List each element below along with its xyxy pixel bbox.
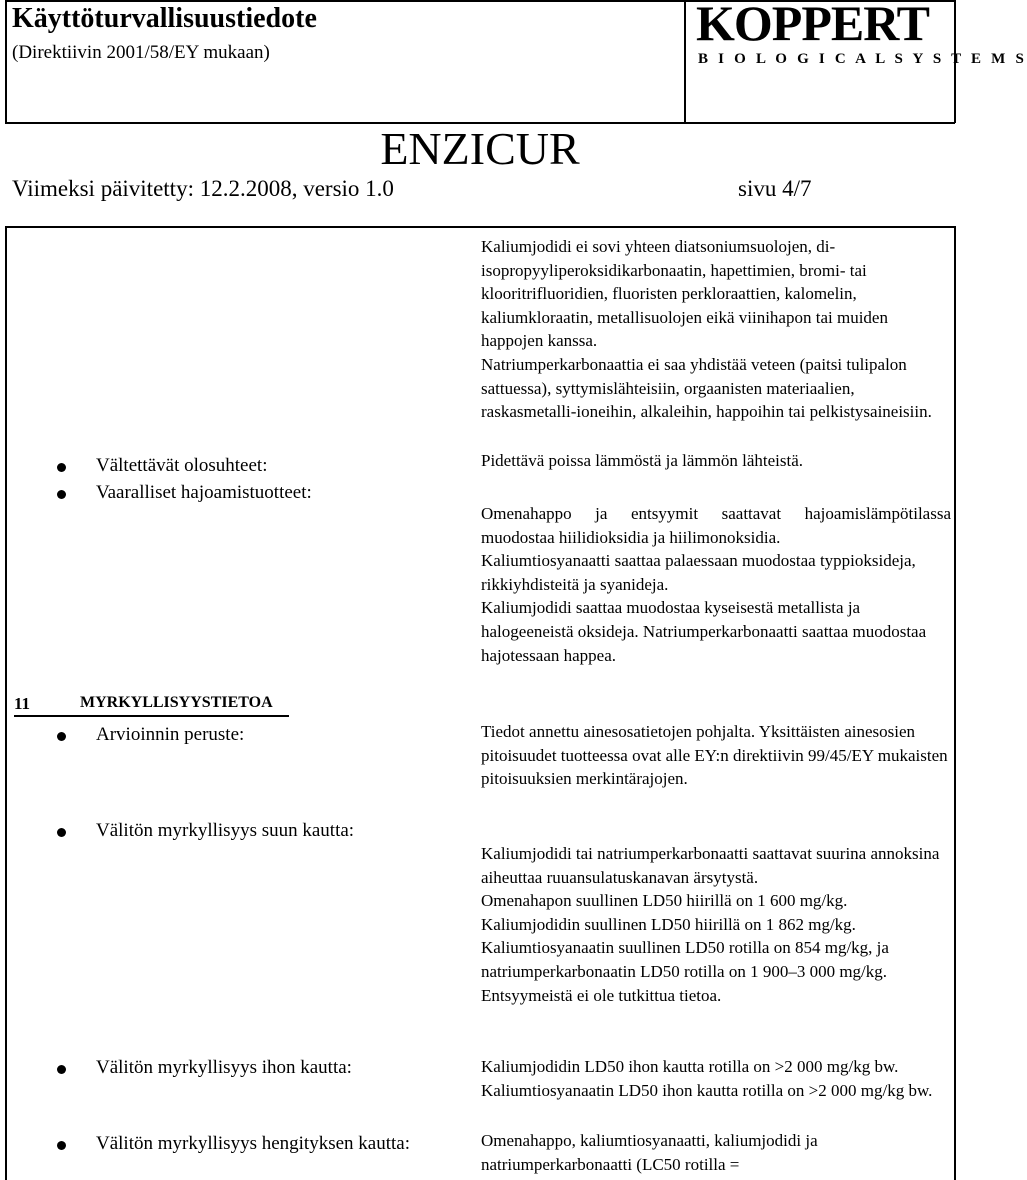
acute-oral-text-4: Kaliumtiosyanaatin suullinen LD50 rotilla on 854 mg/kg, ja natriumperkarbonaatin LD50 rotilla on 1 900–3 000 mg/kg. Entsyymeistä ei ole tutkittua tietoa.	[481, 938, 889, 1005]
acute-dermal-value: Kaliumjodidin LD50 ihon kautta rotilla on >2 000 mg/kg bw. Kaliumtiosyanaatin LD50 ihon kautta rotilla on >2 000 mg/kg bw.	[481, 1057, 933, 1100]
page-number: sivu 4/7	[738, 176, 812, 201]
assessment-basis-label: Arvioinnin peruste:	[96, 724, 245, 745]
assessment-basis-text	[481, 720, 951, 791]
assessment-basis-value: Tiedot annettu ainesosatietojen pohjalta. Yksittäisten ainesosien pitoisuudet tuotteessa ovat alle EY:n direktiivin 99/45/EY mukaisten pitoisuuksien merkintärajojen.	[481, 722, 948, 789]
body-border-left	[5, 226, 7, 1180]
body-border-top	[5, 226, 955, 228]
hazardous-decomposition-label: Vaaralliset hajoamistuotteet:	[96, 482, 312, 503]
acute-dermal-text	[481, 1055, 951, 1102]
document-subtitle: (Direktiivin 2001/58/EY mukaan)	[12, 42, 270, 63]
decomposition-text-3: Kaliumjodidi saattaa muodostaa kyseisestä metallista ja halogeeneistä oksideja. Natriumperkarbonaatti saattaa muodostaa hajotessaan happea.	[481, 598, 927, 665]
acute-oral-text-2: Omenahapon suullinen LD50 hiirillä on 1 600 mg/kg.	[481, 891, 848, 911]
incompatible-materials-text	[481, 235, 951, 424]
section-number: 11	[14, 694, 31, 713]
section-title: MYRKYLLISYYSTIETOA	[80, 694, 273, 711]
header-border-left	[5, 0, 7, 123]
decomposition-text-1: Omenahappo ja entsyymit saattavat hajoamislämpötilassa muodostaa hiilidioksidia ja hiilimonoksidia.	[481, 504, 951, 547]
acute-dermal-label: Välitön myrkyllisyys ihon kautta:	[96, 1057, 352, 1078]
conditions-to-avoid-label: Vältettävät olosuhteet:	[96, 455, 268, 476]
product-name: ENZICUR	[380, 123, 580, 174]
acute-oral-text-3: Kaliumjodidin suullinen LD50 hiirillä on 1 862 mg/kg.	[481, 914, 856, 934]
acute-oral-text-1: Kaliumjodidi tai natriumperkarbonaatti saattavat suurina annoksina aiheuttaa ruuansulatuskanavan ärsytystä.	[481, 844, 940, 887]
incompatible-text-1: Kaliumjodidi ei sovi yhteen diatsoniumsuolojen, di-isopropyyliperoksidikarbonaatin, hapettimien, bromi- tai klooritrifluoridien, fluoristen perkloraattien, kalomelin, kaliumkloraatin, metallisuolojen eikä viinihapon tai muiden happojen kanssa.	[481, 237, 888, 351]
bullet-icon	[57, 490, 66, 499]
conditions-to-avoid-value: Pidettävä poissa lämmöstä ja lämmön lähteistä.	[481, 451, 803, 470]
bullet-icon	[57, 1065, 66, 1074]
header-divider	[684, 0, 686, 123]
bullet-icon	[57, 828, 66, 837]
conditions-to-avoid-text	[481, 449, 951, 473]
last-updated: Viimeksi päivitetty: 12.2.2008, versio 1.0	[12, 176, 394, 201]
document-title: Käyttöturvallisuustiedote	[12, 3, 317, 34]
section-title-underline	[14, 715, 289, 717]
company-logo: KOPPERT	[696, 0, 929, 51]
acute-oral-label: Välitön myrkyllisyys suun kautta:	[96, 820, 355, 841]
bullet-icon	[57, 732, 66, 741]
body-border-right	[954, 226, 956, 1180]
acute-oral-text	[481, 842, 951, 1007]
acute-inhalation-label: Välitön myrkyllisyys hengityksen kautta:	[96, 1133, 410, 1154]
bullet-icon	[57, 1141, 66, 1150]
incompatible-text-2: Natriumperkarbonaattia ei saa yhdistää veteen (paitsi tulipalon sattuessa), syttymislähteisiin, orgaanisten materiaalien, raskasmetalli-ioneihin, alkaleihin, happoihin tai pelkistysaineisiin.	[481, 354, 932, 422]
acute-inhalation-value: Omenahappo, kaliumtiosyanaatti, kaliumjodidi ja natriumperkarbonaatti (LC50 rotilla =	[481, 1131, 818, 1174]
acute-inhalation-text	[481, 1129, 951, 1176]
company-tagline: B I O L O G I C A L S Y S T E M S	[698, 51, 1027, 67]
bullet-icon	[57, 463, 66, 472]
decomposition-text-2: Kaliumtiosyanaatti saattaa palaessaan muodostaa typpioksideja, rikkiyhdisteitä ja syanideja.	[481, 551, 916, 594]
hazardous-decomposition-text	[481, 502, 951, 667]
